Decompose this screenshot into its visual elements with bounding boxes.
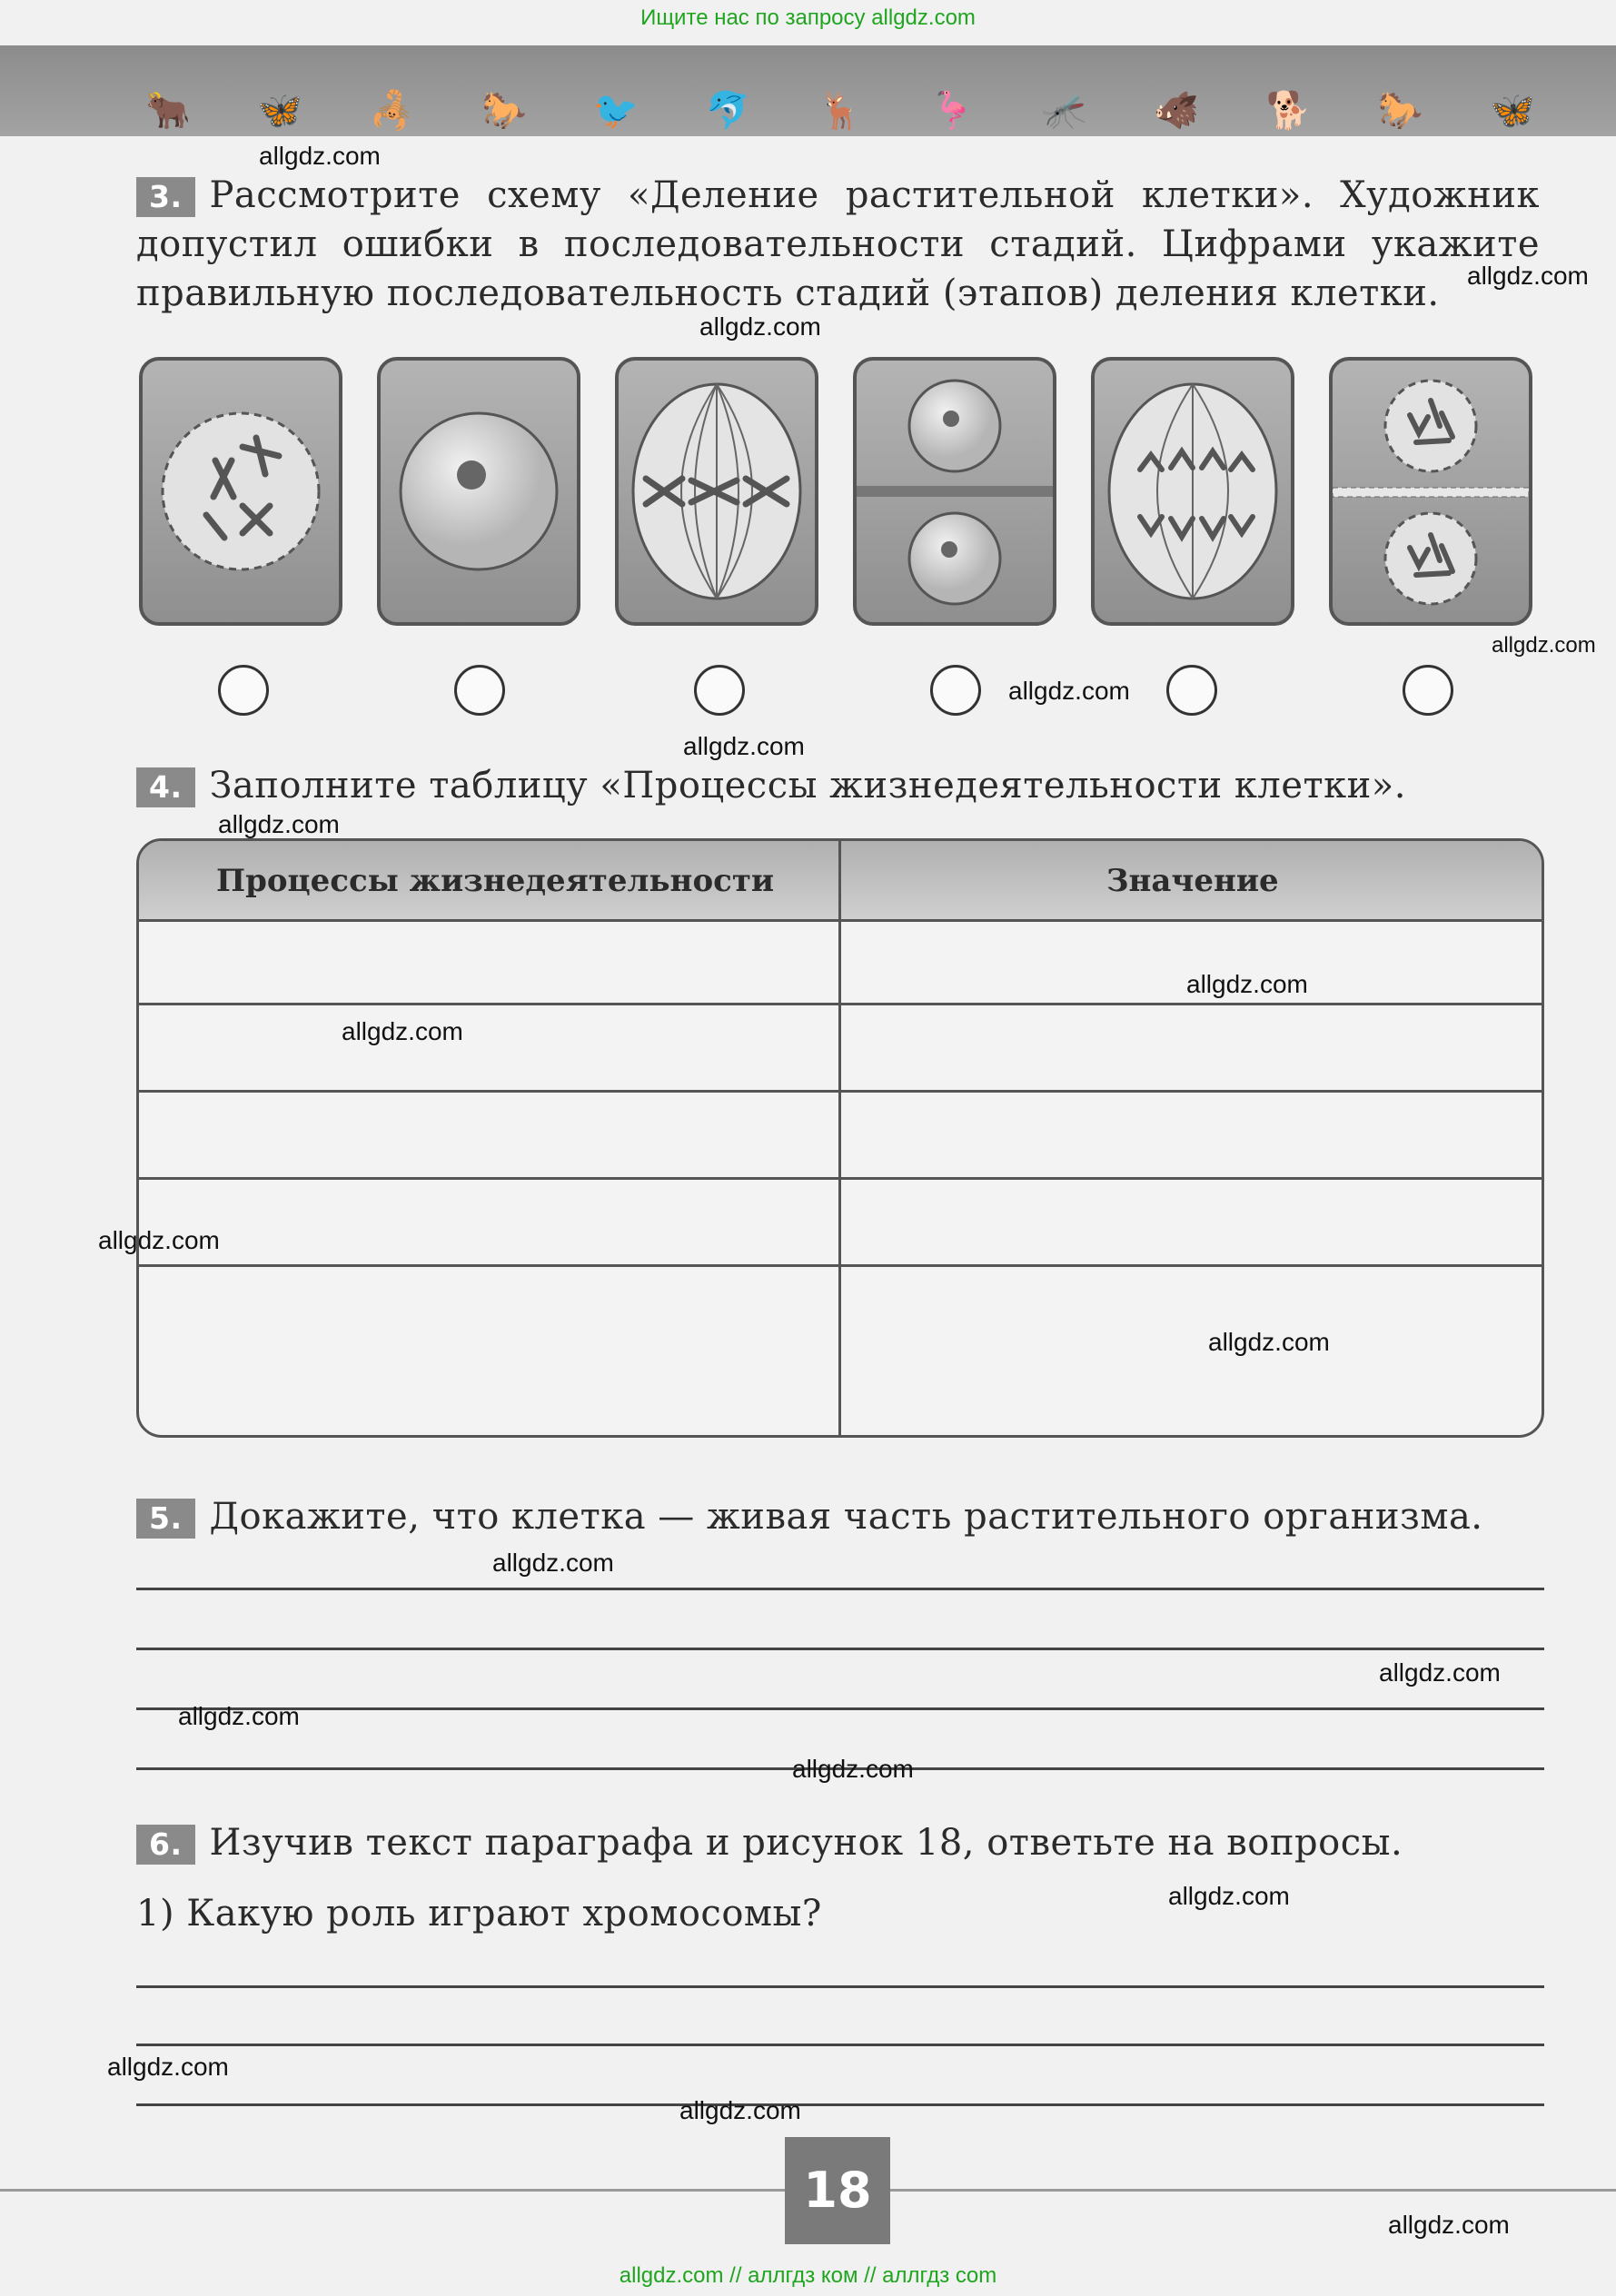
answer-line[interactable]	[136, 1588, 1544, 1590]
answer-circle[interactable]	[694, 665, 745, 716]
site-link-top[interactable]: Ищите нас по запросу allgdz.com	[640, 5, 976, 30]
task-text: Рассмотрите схему «Деление растительной клетки». Художник допустил ошибки в последовательности стадий. Цифрами укажите правильную последовательность стадий (этапов) деления клетки.	[136, 174, 1540, 314]
horse-icon: 🐎	[481, 90, 527, 132]
task-4	[136, 761, 1406, 810]
watermark: allgdz.com	[178, 1702, 300, 1730]
answer-circle[interactable]	[1166, 665, 1217, 716]
table-column-divider	[838, 841, 841, 1435]
site-link-bottom[interactable]: allgdz.com // аллгдз ком // аллгдз com	[619, 2263, 997, 2288]
task-number: 3.	[136, 177, 195, 217]
animal-banner	[0, 45, 1616, 136]
prophase-cell-illustration	[143, 361, 339, 622]
watermark: allgdz.com	[683, 732, 805, 760]
task-number: 5.	[136, 1499, 195, 1539]
task-number: 6.	[136, 1825, 195, 1865]
watermark: allgdz.com	[1008, 677, 1130, 705]
watermark: allgdz.com	[492, 1549, 614, 1577]
cell-stage-panel	[1091, 357, 1294, 626]
watermark: allgdz.com	[1379, 1658, 1501, 1687]
watermark: allgdz.com	[792, 1755, 914, 1783]
flamingo-icon: 🦩	[929, 90, 976, 132]
moth-icon: 🦋	[1490, 90, 1535, 132]
interphase-cell-illustration	[381, 361, 577, 622]
answer-circle[interactable]	[454, 665, 505, 716]
daughter-cells-illustration	[857, 361, 1053, 622]
watermark: allgdz.com	[1168, 1882, 1290, 1910]
watermark: allgdz.com	[699, 312, 821, 341]
watermark: allgdz.com	[259, 142, 381, 170]
column-header-meaning: Значение	[1106, 863, 1279, 899]
scorpion-icon: 🦂	[369, 90, 415, 132]
telophase-cell-illustration	[1333, 361, 1529, 622]
cell-stage-panel	[377, 357, 580, 626]
cell-stage-panel	[139, 357, 342, 626]
page-number: 18	[785, 2137, 890, 2244]
watermark: allgdz.com	[218, 810, 340, 838]
watermark: allgdz.com	[342, 1017, 463, 1045]
answer-circle[interactable]	[1403, 665, 1453, 716]
banner-icons	[145, 90, 1535, 132]
bird-icon: 🐦	[593, 90, 639, 132]
answer-line[interactable]	[136, 1985, 1544, 1988]
butterfly-icon: 🦋	[257, 90, 303, 132]
answer-line[interactable]	[136, 1648, 1544, 1650]
running-horse-icon: 🐎	[1377, 90, 1423, 132]
answer-line[interactable]	[136, 2044, 1544, 2046]
cell-stage-panel	[615, 357, 818, 626]
column-header-processes: Процессы жизнедеятельности	[216, 863, 775, 899]
answer-circle[interactable]	[930, 665, 981, 716]
watermark: allgdz.com	[98, 1226, 220, 1254]
task-number: 4.	[136, 767, 195, 807]
task-3	[136, 171, 1540, 318]
watermark: allgdz.com	[1492, 633, 1596, 658]
watermark: allgdz.com	[1208, 1328, 1330, 1356]
dog-icon: 🐕	[1265, 90, 1312, 132]
deer-icon: 🦌	[818, 90, 863, 132]
watermark: allgdz.com	[679, 2096, 801, 2124]
metaphase-cell-illustration	[619, 361, 815, 622]
answer-line[interactable]	[136, 2103, 1544, 2106]
processes-table	[136, 838, 1544, 1438]
task-text: Заполните таблицу «Процессы жизнедеятельности клетки».	[209, 765, 1406, 807]
bull-icon: 🐂	[145, 90, 191, 132]
task-text: Изучив текст параграфа и рисунок 18, ответьте на вопросы.	[209, 1822, 1403, 1864]
task-6	[136, 1818, 1403, 1867]
boar-icon: 🐗	[1154, 90, 1199, 132]
watermark: allgdz.com	[1186, 970, 1308, 998]
cell-stage-panel	[853, 357, 1056, 626]
cell-stage-panel	[1329, 357, 1532, 626]
task-6-question-1: 1) Какую роль играют хромосомы?	[136, 1893, 822, 1935]
dolphin-icon: 🐬	[705, 90, 751, 132]
watermark: allgdz.com	[1388, 2211, 1510, 2239]
answer-line[interactable]	[136, 1707, 1544, 1710]
watermark: allgdz.com	[1467, 262, 1589, 290]
insect-icon: 🦟	[1041, 90, 1087, 132]
answer-circle[interactable]	[218, 665, 269, 716]
task-5	[136, 1492, 1483, 1541]
watermark: allgdz.com	[107, 2053, 229, 2081]
task-text: Докажите, что клетка — живая часть растительного организма.	[209, 1496, 1483, 1538]
anaphase-cell-illustration	[1095, 361, 1291, 622]
